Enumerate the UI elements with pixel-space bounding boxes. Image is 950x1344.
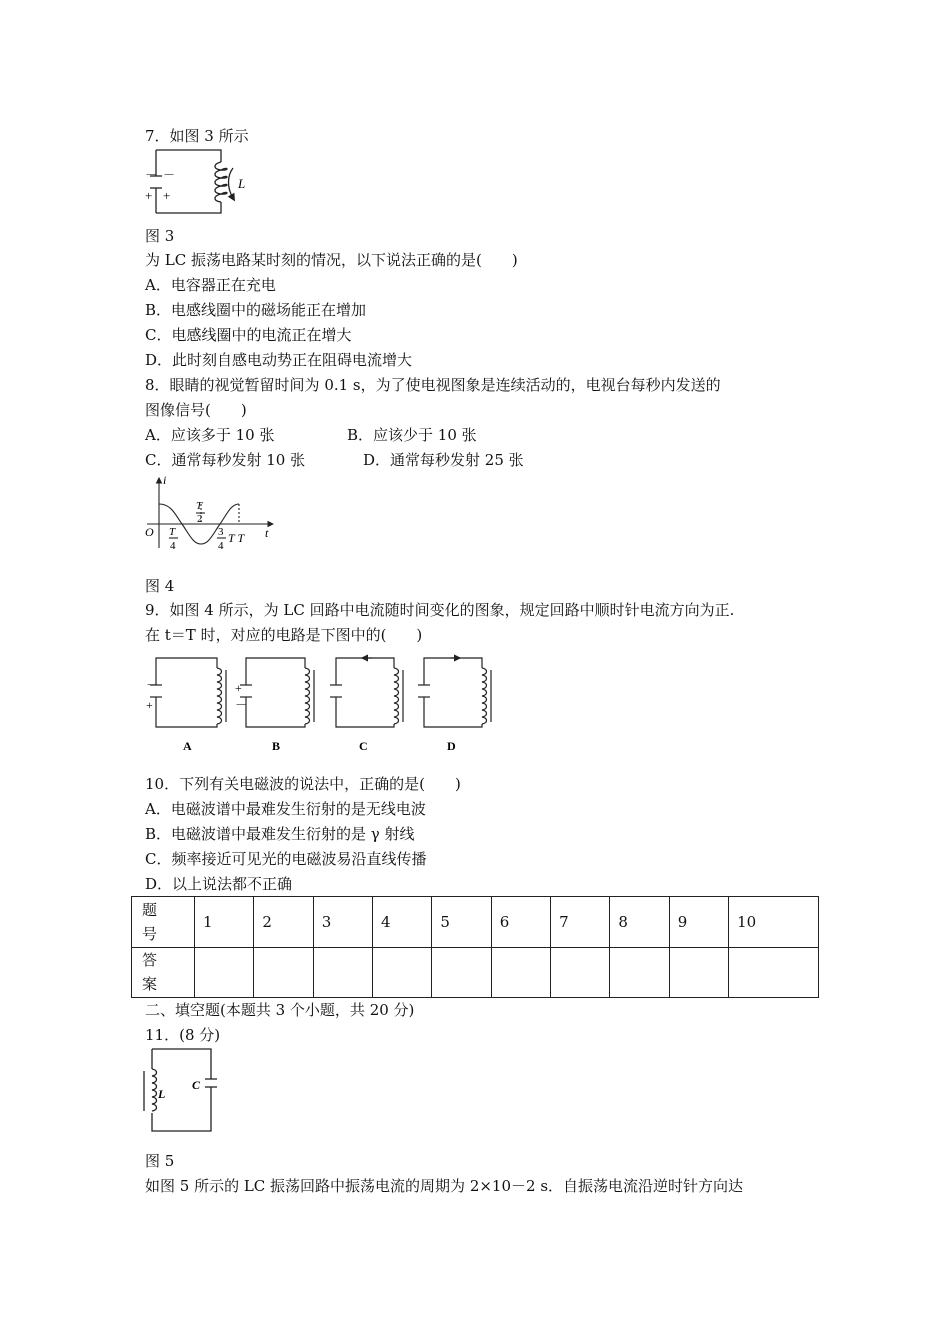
axis-i-label: i bbox=[163, 474, 167, 487]
q7-option-a: A．电容器正在充电 bbox=[145, 276, 276, 294]
answer-cell[interactable] bbox=[313, 947, 372, 998]
plus-sign: + bbox=[145, 188, 153, 203]
half-period-den: 2 bbox=[197, 513, 203, 525]
q10-option-a: A．电磁波谱中最难发生衍射的是无线电波 bbox=[145, 800, 426, 818]
number-cell: 4 bbox=[373, 897, 432, 948]
capacitor-label: C bbox=[192, 1078, 201, 1092]
circuit-label-d: D bbox=[447, 739, 456, 753]
answer-cell[interactable] bbox=[373, 947, 432, 998]
header-char: 案 bbox=[142, 975, 158, 994]
q7-question: 为 LC 振荡电路某时刻的情况，以下说法正确的是( ) bbox=[145, 251, 518, 269]
number-cell: 6 bbox=[491, 897, 550, 948]
number-cell: 5 bbox=[432, 897, 491, 948]
q7-option-c: C．电感线圈中的电流正在增大 bbox=[145, 326, 352, 344]
q9-line1: 9．如图 4 所示，为 LC 回路中电流随时间变化的图象，规定回路中顺时针电流方向为正. bbox=[145, 601, 735, 619]
q8-option-b: B．应该少于 10 张 bbox=[347, 426, 477, 444]
number-cell: 3 bbox=[313, 897, 372, 948]
axis-t-label: t bbox=[265, 526, 269, 540]
figure-5-lc-circuit bbox=[140, 1047, 220, 1135]
plus-sign: + bbox=[235, 681, 242, 695]
origin-label: O bbox=[145, 525, 154, 539]
circuit-label-b: B bbox=[272, 739, 281, 753]
three-quarter-den: 4 bbox=[218, 540, 224, 552]
quarter-period-num: T bbox=[169, 526, 176, 538]
figure-4-current-graph bbox=[141, 474, 281, 554]
figure-3-caption: 图 3 bbox=[145, 227, 175, 245]
q8-line1: 8．眼睛的视觉暂留时间为 0.1 s，为了使电视图象是连续活动的，电视台每秒内发送的 bbox=[145, 376, 721, 394]
number-cell: 10 bbox=[729, 897, 819, 948]
q8-option-d: D．通常每秒发射 25 张 bbox=[363, 451, 524, 469]
header-char: 题 bbox=[142, 900, 158, 919]
half-period-num: T bbox=[196, 500, 203, 512]
figure-4-caption: 图 4 bbox=[145, 577, 175, 595]
inductor-label: L bbox=[158, 1087, 166, 1101]
q7-option-d: D．此时刻自感电动势正在阻碍电流增大 bbox=[145, 351, 413, 369]
quarter-period-den: 4 bbox=[170, 540, 176, 552]
number-cell: 8 bbox=[610, 897, 669, 948]
answer-cell[interactable] bbox=[195, 947, 254, 998]
plus-sign: + bbox=[146, 698, 153, 712]
minus-sign: － bbox=[145, 168, 158, 182]
minus-sign: － bbox=[146, 678, 159, 692]
q11-stem: 11．(8 分) bbox=[145, 1026, 221, 1044]
q8-option-c: C．通常每秒发射 10 张 bbox=[145, 451, 306, 469]
number-cell: 2 bbox=[254, 897, 313, 948]
answer-cell[interactable] bbox=[491, 947, 550, 998]
three-quarter-num: 3 bbox=[218, 526, 224, 538]
q10-option-b: B．电磁波谱中最难发生衍射的是 γ 射线 bbox=[145, 825, 415, 843]
answer-table bbox=[131, 896, 819, 998]
answer-cell[interactable] bbox=[254, 947, 313, 998]
header-char: 答 bbox=[142, 951, 158, 970]
header-char: 号 bbox=[142, 924, 158, 943]
answer-cell[interactable] bbox=[669, 947, 728, 998]
period-labels: T T bbox=[228, 531, 245, 545]
table-header-cell bbox=[132, 897, 195, 948]
number-cell: 7 bbox=[551, 897, 610, 948]
number-cell: 9 bbox=[669, 897, 728, 948]
minus-sign: － bbox=[163, 168, 176, 182]
answer-cell[interactable] bbox=[610, 947, 669, 998]
inductor-label: L bbox=[238, 176, 246, 191]
table-row bbox=[132, 897, 819, 948]
q8-option-a: A．应该多于 10 张 bbox=[145, 426, 275, 444]
figure-5-caption: 图 5 bbox=[145, 1152, 175, 1170]
table-row bbox=[132, 947, 819, 998]
table-header-cell bbox=[132, 947, 195, 998]
plus-sign: + bbox=[163, 188, 171, 203]
section-2-heading: 二、填空题(本题共 3 个小题，共 20 分) bbox=[145, 1001, 415, 1019]
q9-line2: 在 t＝T 时，对应的电路是下图中的( ) bbox=[145, 626, 423, 644]
figure-3-lc-circuit bbox=[143, 148, 253, 216]
q10-option-d: D．以上说法都不正确 bbox=[145, 875, 293, 893]
answer-cell[interactable] bbox=[729, 947, 819, 998]
q7-option-b: B．电感线圈中的磁场能正在增加 bbox=[145, 301, 367, 319]
q9-circuit-options bbox=[140, 652, 510, 756]
circuit-label-a: A bbox=[183, 739, 192, 753]
q10-stem: 10．下列有关电磁波的说法中，正确的是( ) bbox=[145, 775, 461, 793]
answer-cell[interactable] bbox=[551, 947, 610, 998]
q11-text: 如图 5 所示的 LC 振荡回路中振荡电流的周期为 2×10－2 s．自振荡电流沿逆时针方向达 bbox=[145, 1177, 744, 1195]
number-cell: 1 bbox=[195, 897, 254, 948]
circuit-label-c: C bbox=[359, 739, 368, 753]
q10-option-c: C．频率接近可见光的电磁波易沿直线传播 bbox=[145, 850, 427, 868]
answer-cell[interactable] bbox=[432, 947, 491, 998]
q7-stem: 7．如图 3 所示 bbox=[145, 127, 249, 145]
q8-line2: 图像信号( ) bbox=[145, 401, 247, 419]
minus-sign: － bbox=[235, 698, 248, 712]
